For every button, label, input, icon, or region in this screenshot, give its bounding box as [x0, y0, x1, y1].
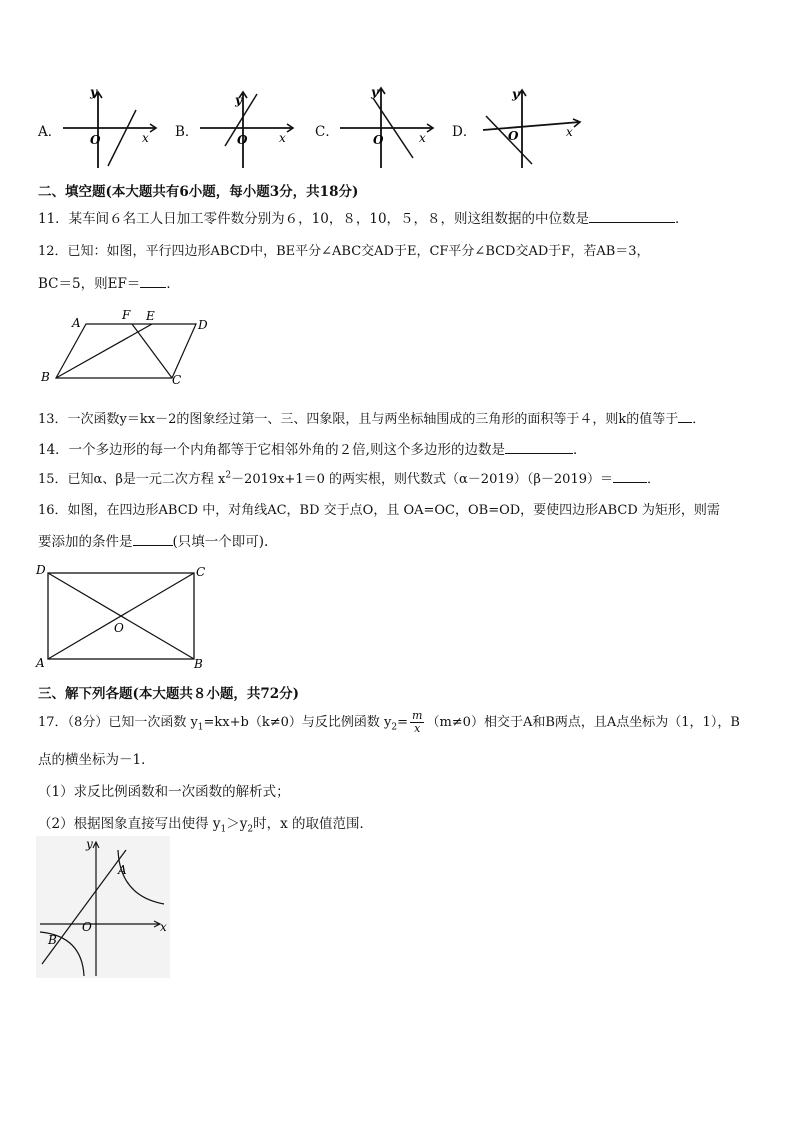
option-c-label: C． — [315, 124, 339, 140]
q15-end: ． — [647, 472, 661, 487]
q12-label-d: D — [198, 318, 208, 332]
q11-end: ． — [675, 211, 689, 227]
option-c-x-label: x — [419, 131, 426, 145]
q17-text-d: （m≠0）相交于A和B两点，且A点坐标为（1，1），B — [426, 715, 740, 730]
q17-part2-a: （2）根据图象直接写出使得 y — [38, 816, 221, 832]
option-b-x-label: x — [279, 131, 286, 145]
q17-part2-c: 时，x 的取值范围． — [253, 816, 374, 832]
option-b-origin-label: O — [237, 133, 248, 147]
question-16-line1: 16．如图，在四边形ABCD 中，对角线AC，BD 交于点O，且 OA=OC，OB=OD，要使四边形ABCD 为矩形，则需 — [38, 503, 720, 518]
q17-graph-y-label: y — [86, 837, 93, 851]
option-b-y-label: y — [235, 93, 242, 107]
question-17-part1: （1）求反比例函数和一次函数的解析式； — [38, 784, 290, 800]
section2-heading: 二、填空题(本大题共有6小题，每小题3分，共18分) — [38, 184, 359, 200]
option-d-label: D． — [452, 124, 477, 140]
q17-graph-label-a: A — [118, 863, 127, 877]
q15-text-a: 15．已知α、β是一元二次方程 x — [38, 472, 226, 487]
q17-sub1: 1 — [197, 722, 204, 733]
q11-text: 11．某车间６名工人日加工零件数分别为６，10，８，10，５，８，则这组数据的中位数是 — [38, 211, 590, 227]
section3-heading: 三、解下列各题(本大题共８小题，共72分) — [38, 686, 300, 702]
option-d-y-label: y — [512, 87, 519, 101]
q17-function-graph — [36, 836, 172, 978]
q12-text: BC＝5，则EF＝ — [38, 276, 141, 292]
question-17-part2 — [38, 812, 373, 835]
q17-graph-label-b: B — [48, 933, 57, 947]
question-17-line1 — [38, 710, 740, 735]
option-a-origin-label: O — [90, 133, 101, 147]
q17-part2-sub1: 1 — [220, 824, 227, 835]
q12-label-a: A — [72, 316, 81, 330]
option-a-label: A． — [38, 124, 62, 140]
option-a-x-label: x — [142, 131, 149, 145]
option-d-x-label: x — [566, 125, 573, 139]
q12-parallelogram-figure — [38, 306, 218, 386]
option-a-graph — [58, 80, 168, 170]
question-14 — [38, 438, 586, 458]
q13-end: ． — [692, 412, 706, 427]
q14-answer-blank — [505, 441, 573, 454]
q17-graph-origin-label: O — [82, 920, 92, 934]
question-12-line2 — [38, 272, 180, 292]
option-c-graph — [335, 80, 445, 170]
option-b-label: B． — [175, 124, 199, 140]
q16-text: 要添加的条件是 — [38, 534, 133, 550]
q17-sub2: 2 — [391, 722, 398, 733]
q12-label-c: C — [172, 373, 182, 387]
q12-answer-blank — [140, 275, 166, 288]
q12-label-b: B — [41, 370, 50, 384]
question-13 — [38, 408, 705, 427]
q14-text: 14．一个多边形的每一个内角都等于它相邻外角的２倍,则这个多边形的边数是 — [38, 442, 505, 458]
q16-label-o: O — [114, 621, 124, 635]
q16-label-a: A — [36, 656, 45, 670]
question-16-line2 — [38, 530, 268, 550]
q12-end: ． — [166, 276, 180, 292]
question-15 — [38, 468, 660, 487]
q13-answer-blank — [678, 410, 692, 423]
q15-text-b: －2019x+1＝0 的两实根，则代数式（α－2019）（β－2019）＝ — [231, 472, 613, 487]
q17-part2-sub2: 2 — [247, 824, 254, 835]
option-c-origin-label: O — [373, 133, 384, 147]
q16-label-b: B — [194, 657, 203, 671]
q17-frac-den: x — [414, 722, 421, 735]
q16-label-d: D — [36, 563, 46, 577]
q16-end: (只填一个即可). — [172, 534, 269, 550]
q17-graph-x-label: x — [160, 920, 167, 934]
q15-answer-blank — [613, 470, 647, 483]
option-b-graph — [195, 80, 305, 170]
question-11 — [38, 207, 689, 227]
q17-fraction — [410, 710, 424, 735]
question-17-line2: 点的横坐标为－1． — [38, 752, 155, 768]
q17-text-a: 17．（8分）已知一次函数 y — [38, 715, 198, 730]
q11-answer-blank — [589, 210, 675, 223]
option-d-graph — [478, 80, 598, 170]
q12-label-e: E — [146, 309, 155, 323]
q16-label-c: C — [196, 565, 206, 579]
q16-rectangle-figure — [34, 562, 214, 670]
q17-part2-b: ＞y — [226, 816, 248, 832]
q13-text: 13．一次函数y＝kx－2的图象经过第一、三、四象限，且与两坐标轴围成的三角形的面积等于４，则k的值等于 — [38, 412, 679, 427]
q17-text-b: =kx+b（k≠0）与反比例函数 y — [203, 715, 392, 730]
q15-exponent: 2 — [225, 470, 232, 481]
option-a-y-label: y — [90, 85, 97, 99]
q14-end: ． — [572, 442, 587, 458]
q17-frac-num: m — [412, 709, 423, 722]
question-12-line1: 12．已知：如图，平行四边形ABCD中，BE平分∠ABC交AD于E，CF平分∠BCD交AD于F，若AB＝3， — [38, 244, 650, 259]
q16-answer-blank — [133, 533, 173, 546]
q12-label-f: F — [122, 308, 131, 322]
option-c-y-label: y — [371, 85, 378, 99]
q17-text-c: = — [397, 715, 409, 730]
option-d-origin-label: O — [508, 129, 519, 143]
